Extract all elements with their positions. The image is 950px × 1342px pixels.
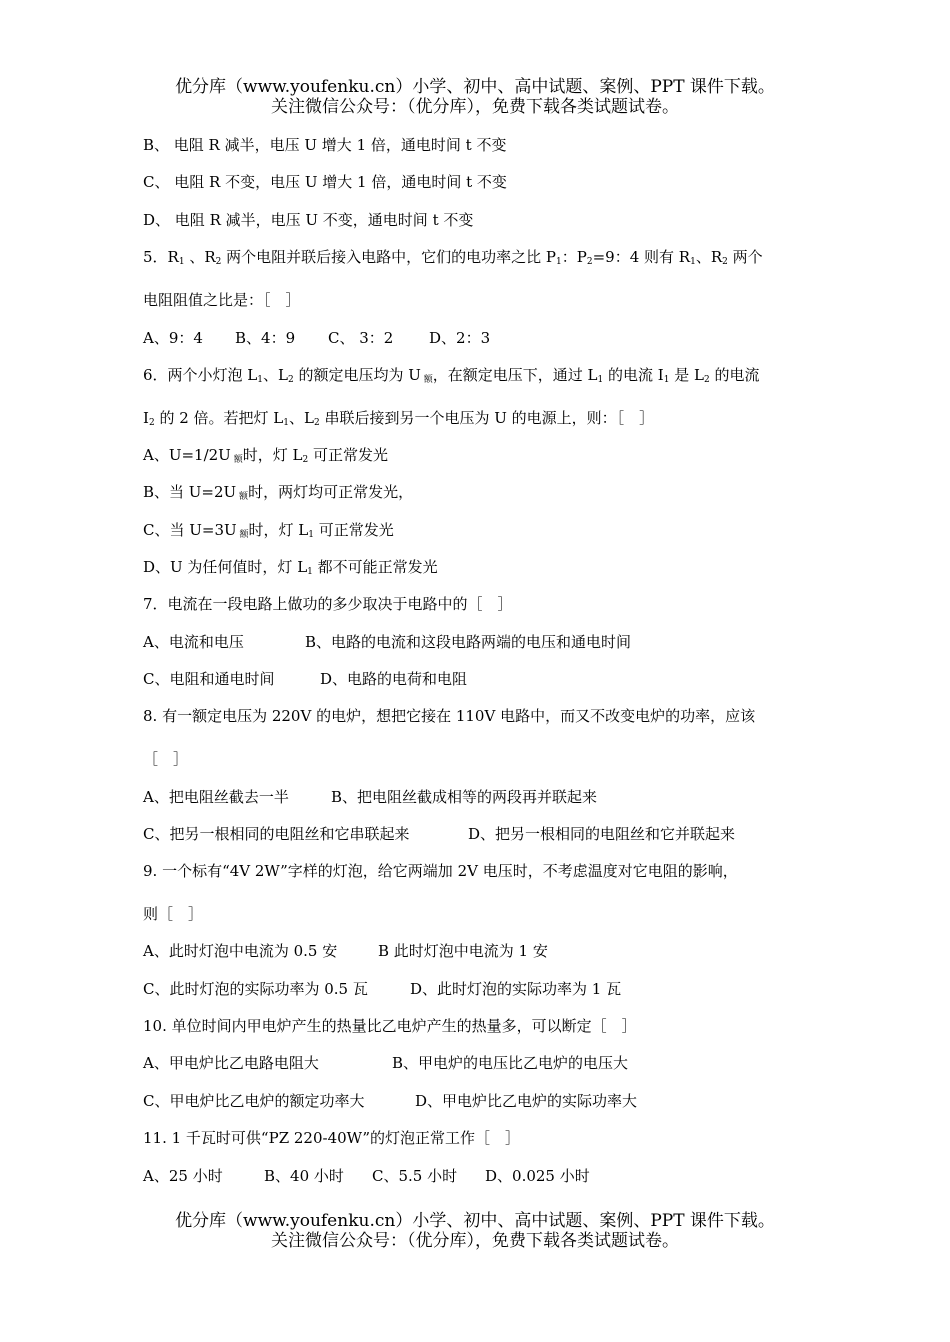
q10-stem: 10. 单位时间内甲电炉产生的热量比乙电炉产生的热量多，可以断定［ ］: [143, 1017, 637, 1035]
q9-options-row-1: [143, 941, 548, 961]
q9-option-c: C、此时灯泡的实际功率为 0.5 瓦: [143, 980, 368, 998]
q4-option-b: B、 电阻 R 减半，电压 U 增大 1 倍，通电时间 t 不变: [143, 136, 507, 154]
q6-stem-text: ，在额定电压下，通过 L: [432, 366, 598, 384]
q5-stem-text: ：P: [561, 248, 587, 266]
q8-option-d: D、把另一根相同的电阻丝和它并联起来: [468, 825, 736, 843]
subscript: 额: [236, 530, 249, 540]
header-line-1: 优分库（www.youfenku.cn）小学、初中、高中试题、案例、PPT 课件下载。: [175, 77, 775, 97]
q6-stem-text: 的 2 倍。若把灯 L: [154, 409, 284, 427]
q7-options-row-1: [143, 632, 631, 652]
q5-options: [143, 328, 490, 348]
q8-stem-line-2: ［ ］: [143, 750, 189, 768]
q6-option-text: 时，灯 L: [248, 521, 309, 539]
q6-stem-line-2: [143, 408, 654, 428]
q5-stem-text: 两个电阻并联后接入电路中，它们的电功率之比 P: [221, 248, 557, 266]
subscript: 1: [308, 530, 314, 540]
subscript: 2: [287, 375, 294, 385]
q6-stem-text: 的额定电压均为 U: [293, 366, 421, 384]
q5-stem-text: =9：4 则有 R: [592, 248, 691, 266]
subscript: 额: [230, 455, 243, 465]
q8-option-b: B、把电阻丝截成相等的两段再并联起来: [331, 788, 598, 806]
subscript: 1: [690, 257, 696, 267]
q6-option-text: 时，两灯均可正常发光，: [248, 483, 414, 501]
q6-stem-text: 是 L: [669, 366, 704, 384]
q6-stem-text: 、L: [288, 409, 314, 427]
q5-stem-text: 、R: [184, 248, 216, 266]
q6-option-text: A、U=1/2U: [143, 446, 231, 464]
q6-option-text: 时，灯 L: [242, 446, 303, 464]
q7-options-row-2: [143, 669, 467, 689]
q9-stem: 9. 一个标有“4V 2W”字样的灯泡，给它两端加 2V 电压时，不考虑温度对它电阻的影响，: [143, 862, 738, 880]
q5-option-c: C、 3：2: [328, 329, 394, 347]
q9-option-b: B 此时灯泡中电流为 1 安: [378, 942, 548, 960]
q11-option-b: B、40 小时: [264, 1167, 344, 1185]
q6-stem-text: 的电流: [709, 366, 760, 384]
q6-option-d: [143, 557, 438, 577]
q9-options-row-2: [143, 979, 621, 999]
subscript: 2: [313, 418, 320, 428]
subscript: 2: [215, 257, 222, 267]
q5-stem-text: 两个: [727, 248, 763, 266]
q5-option-a: A、9：4: [143, 329, 203, 347]
q10-option-a: A、甲电炉比乙电路电阻大: [143, 1054, 319, 1072]
q5-stem-line-2: 电阻阻值之比是：［ ］: [143, 291, 301, 309]
q6-option-text: 可正常发光: [308, 446, 388, 464]
subscript: 1: [556, 257, 562, 267]
q7-option-c: C、电阻和通电时间: [143, 670, 275, 688]
q11-stem: 11. 1 千瓦时可供“PZ 220-40W”的灯泡正常工作［ ］: [143, 1129, 521, 1147]
page-header: [0, 77, 950, 117]
q6-option-a: [143, 445, 388, 465]
q9-option-a: A、此时灯泡中电流为 0.5 安: [143, 942, 338, 960]
subscript: 1: [597, 375, 604, 385]
subscript: 2: [302, 455, 309, 465]
q10-option-b: B、甲电炉的电压比乙电炉的电压大: [392, 1054, 629, 1072]
q8-option-c: C、把另一根相同的电阻丝和它串联起来: [143, 825, 410, 843]
subscript: 1: [283, 418, 289, 428]
q4-option-c: C、 电阻 R 不变，电压 U 增大 1 倍，通电时间 t 不变: [143, 173, 507, 191]
q8-options-row-2: [143, 824, 735, 844]
q7-option-b: B、电路的电流和这段电路两端的电压和通电时间: [305, 633, 632, 651]
q8-stem: 8. 有一额定电压为 220V 的电炉，想把它接在 110V 电路中，而又不改变电炉的功率，应该: [143, 707, 756, 725]
header-line-2: 关注微信公众号：（优分库），免费下载各类试题试卷。: [271, 97, 679, 117]
q6-option-text: D、U 为任何值时，灯 L: [143, 558, 308, 576]
subscript: 1: [178, 257, 185, 267]
q10-option-d: D、甲电炉比乙电炉的实际功率大: [415, 1092, 638, 1110]
subscript: 1: [307, 567, 313, 577]
subscript: 2: [703, 375, 710, 385]
subscript: 额: [420, 375, 433, 385]
q6-option-c: [143, 520, 394, 540]
page-footer: [0, 1211, 950, 1251]
q7-option-d: D、电路的电荷和电阻: [320, 670, 468, 688]
q11-option-c: C、5.5 小时: [372, 1167, 458, 1185]
q6-option-b: [143, 482, 413, 502]
q6-stem-text: I: [143, 409, 149, 427]
q10-options-row-2: [143, 1091, 637, 1111]
q10-option-c: C、甲电炉比乙电炉的额定功率大: [143, 1092, 365, 1110]
subscript: 1: [663, 375, 670, 385]
q6-option-text: C、当 U=3U: [143, 521, 237, 539]
subscript: 2: [586, 257, 593, 267]
q5-option-b: B、4：9: [235, 329, 296, 347]
q5-stem-text: 5．R: [143, 248, 179, 266]
q6-option-text: 都不可能正常发光: [312, 558, 438, 576]
subscript: 1: [257, 375, 264, 385]
q9-stem-line-2: 则［ ］: [143, 905, 204, 923]
q7-stem: 7．电流在一段电路上做功的多少取决于电路中的［ ］: [143, 595, 513, 613]
q5-option-d: D、2：3: [429, 329, 491, 347]
q5-stem-text: 、R: [695, 248, 723, 266]
subscript: 额: [236, 492, 249, 502]
q11-options: [143, 1166, 590, 1186]
q7-option-a: A、电流和电压: [143, 633, 244, 651]
footer-line-2: 关注微信公众号：（优分库），免费下载各类试题试卷。: [271, 1231, 679, 1251]
q11-option-d: D、0.025 小时: [485, 1167, 590, 1185]
q6-stem-text: 串联后接到另一个电压为 U 的电源上，则：［ ］: [319, 409, 655, 427]
q11-option-a: A、25 小时: [143, 1167, 223, 1185]
footer-line-1: 优分库（www.youfenku.cn）小学、初中、高中试题、案例、PPT 课件下载。: [175, 1211, 775, 1231]
q9-option-d: D、此时灯泡的实际功率为 1 瓦: [410, 980, 622, 998]
q10-options-row-1: [143, 1053, 628, 1073]
q6-option-text: 可正常发光: [313, 521, 394, 539]
q6-option-text: B、当 U=2U: [143, 483, 237, 501]
q6-stem-text: 6．两个小灯泡 L: [143, 366, 258, 384]
q4-option-d: D、 电阻 R 减半，电压 U 不变，通电时间 t 不变: [143, 211, 474, 229]
q5-stem: [143, 247, 763, 267]
q6-stem-text: 的电流 I: [603, 366, 664, 384]
q8-option-a: A、把电阻丝截去一半: [143, 788, 289, 806]
q6-stem: [143, 365, 759, 385]
q6-stem-text: 、L: [263, 366, 288, 384]
q8-options-row-1: [143, 787, 597, 807]
subscript: 2: [148, 418, 155, 428]
subscript: 2: [722, 257, 728, 267]
